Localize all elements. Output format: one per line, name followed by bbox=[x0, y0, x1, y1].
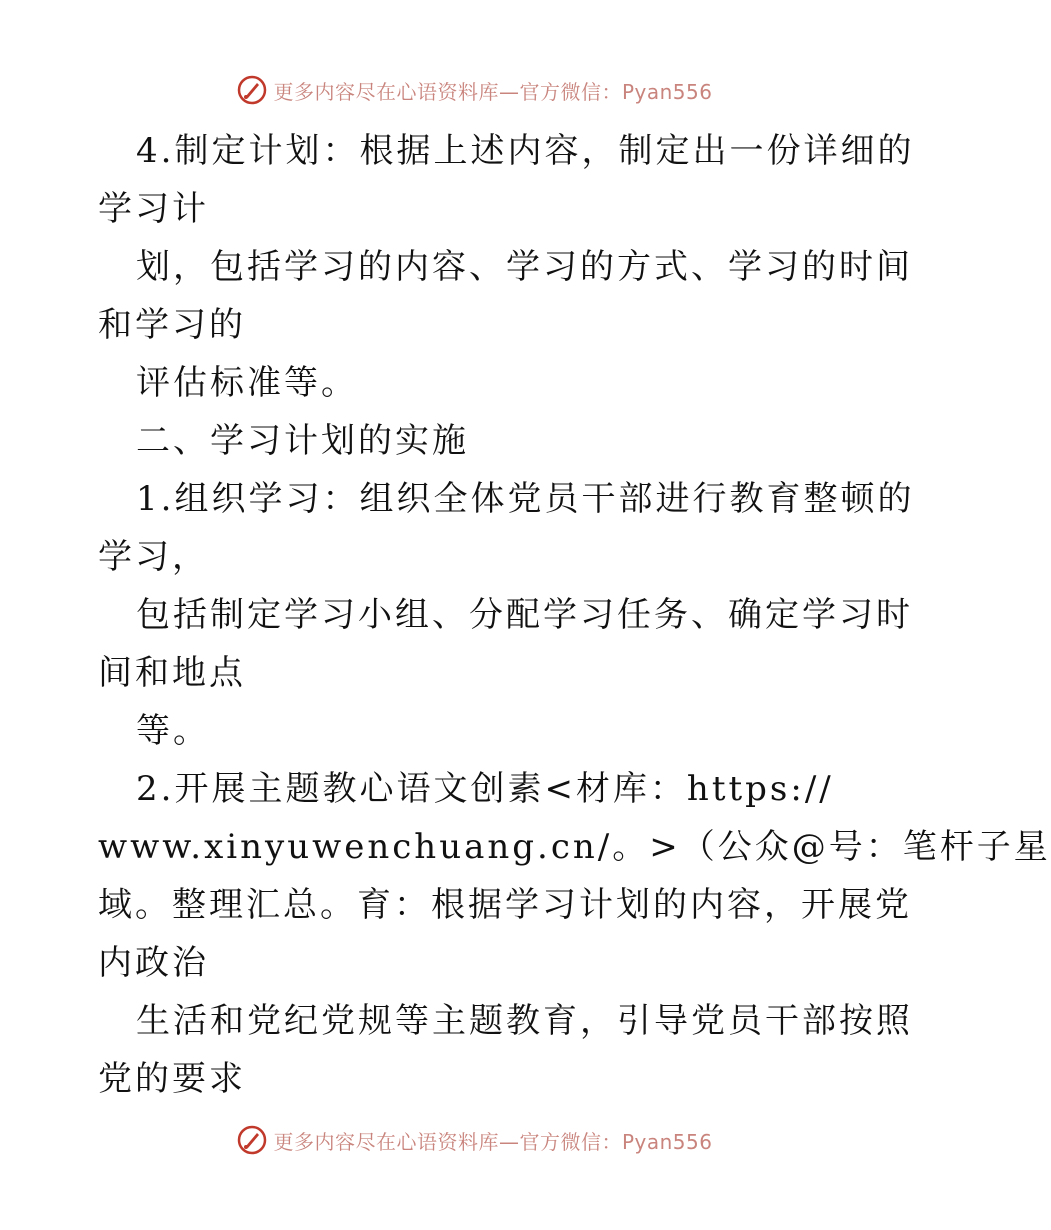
text-line: 学习， bbox=[98, 537, 209, 577]
text-line: 4.制定计划：根据上述内容，制定出一份详细的 bbox=[136, 131, 915, 171]
text-line: 划，包括学习的内容、学习的方式、学习的时间 bbox=[136, 247, 913, 287]
watermark-text: 更多内容尽在心语资料库—官方微信：Pyan556 bbox=[273, 1129, 713, 1154]
watermark-header bbox=[0, 70, 950, 110]
text-line: www.xinyuwenchuang.cn/。>（公众@号：笔杆子星 bbox=[98, 827, 1051, 867]
text-line: 1.组织学习：组织全体党员干部进行教育整顿的 bbox=[136, 479, 915, 519]
text-line: 域。整理汇总。育：根据学习计划的内容，开展党 bbox=[98, 885, 912, 925]
text-line: 和学习的 bbox=[98, 305, 246, 345]
text-line: 内政治 bbox=[98, 943, 209, 983]
text-line: 2.开展主题教心语文创素<材库：https:// bbox=[136, 769, 834, 809]
text-line: 评估标准等。 bbox=[136, 363, 358, 403]
text-line: 党的要求 bbox=[98, 1059, 246, 1099]
text-line: 等。 bbox=[136, 711, 210, 751]
text-line: 间和地点 bbox=[98, 653, 246, 693]
watermark-footer bbox=[0, 1120, 950, 1160]
section-heading: 二、学习计划的实施 bbox=[136, 421, 469, 461]
watermark-text: 更多内容尽在心语资料库—官方微信：Pyan556 bbox=[273, 79, 713, 104]
text-line: 生活和党纪党规等主题教育，引导党员干部按照 bbox=[136, 1001, 913, 1041]
text-line: 包括制定学习小组、分配学习任务、确定学习时 bbox=[136, 595, 913, 635]
document-body bbox=[98, 122, 1051, 1108]
text-line: 学习计 bbox=[98, 189, 209, 229]
feather-pen-seal-icon bbox=[237, 1125, 267, 1155]
feather-pen-seal-icon bbox=[237, 75, 267, 105]
